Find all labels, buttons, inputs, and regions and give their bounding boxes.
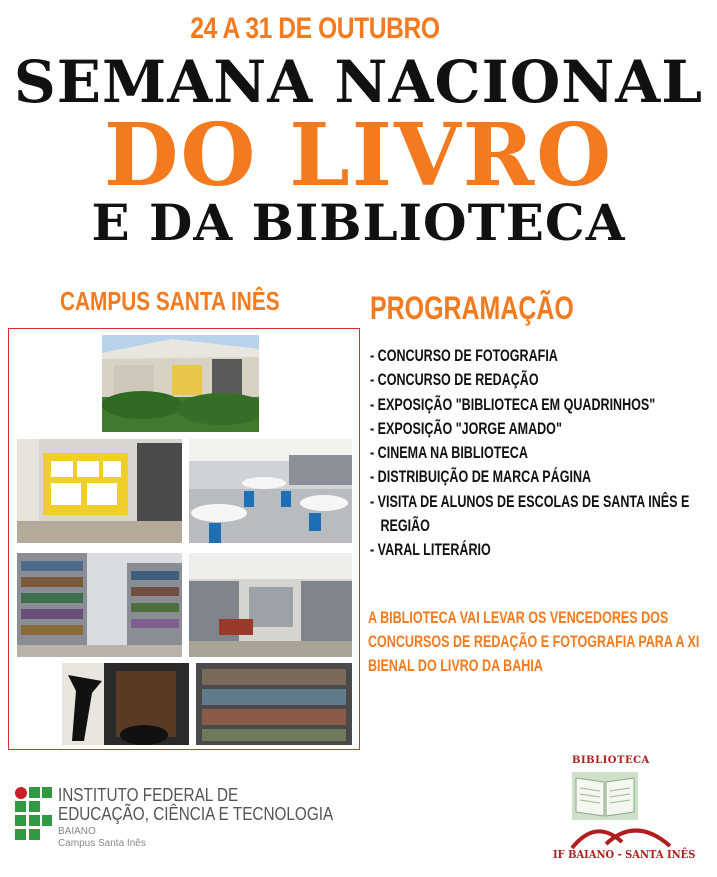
program-item: - CINEMA NA BIBLIOTECA [370, 444, 528, 463]
institute-line-4: Campus Santa Inês [58, 838, 146, 849]
event-date: 24 A 31 DE OUTUBRO [190, 12, 440, 45]
library-footer: IF BAIANO - SANTA INÊS [553, 848, 696, 861]
photo-collage [8, 328, 360, 750]
program-item: - DISTRIBUIÇÃO DE MARCA PÁGINA [370, 468, 592, 487]
program-item: - CONCURSO DE FOTOGRAFIA [370, 347, 558, 365]
photo-barcode-scanner [62, 663, 189, 745]
program-item: - CONCURSO DE REDAÇÃO [370, 371, 539, 390]
institute-line-3: BAIANO [58, 826, 96, 837]
program-list [370, 344, 704, 563]
photo-bookshelves [17, 553, 182, 657]
program-item: - EXPOSIÇÃO "BIBLIOTECA EM QUADRINHOS" [370, 395, 656, 414]
institute-line-2: EDUCAÇÃO, CIÊNCIA E TECNOLOGIA [58, 804, 334, 824]
photo-book-display [196, 663, 352, 745]
title-line-1: SEMANA NACIONAL [13, 48, 704, 116]
institute-line-1: INSTITUTO FEDERAL DE [58, 785, 239, 805]
photo-building-exterior [102, 335, 259, 432]
title-line-3: E DA BIBLIOTECA [91, 193, 626, 252]
photo-library-hall [189, 553, 352, 657]
program-item: REGIÃO [370, 517, 430, 536]
bienal-note: A BIBLIOTECA VAI LEVAR OS VENCEDORES DOS CONCURSOS DE REDAÇÃO E FOTOGRAFIA PARA A XI BIENAL DO LIVRO DA BAHIA [368, 609, 700, 675]
program-title: PROGRAMAÇÃO [370, 290, 574, 326]
photo-reading-room [189, 439, 352, 543]
if-baiano-logo-icon [14, 786, 52, 849]
campus-label: CAMPUS SANTA INÊS [60, 286, 280, 316]
photo-exhibition-panel [17, 439, 182, 543]
program-item: - VISITA DE ALUNOS DE ESCOLAS DE SANTA INÊS E [370, 492, 690, 511]
title-line-2: DO LIVRO [103, 105, 614, 206]
program-item: - VARAL LITERÁRIO [370, 541, 491, 560]
program-item: - EXPOSIÇÃO "JORGE AMADO" [370, 419, 562, 438]
open-book-icon [570, 770, 640, 827]
library-label: BIBLIOTECA [572, 755, 650, 766]
